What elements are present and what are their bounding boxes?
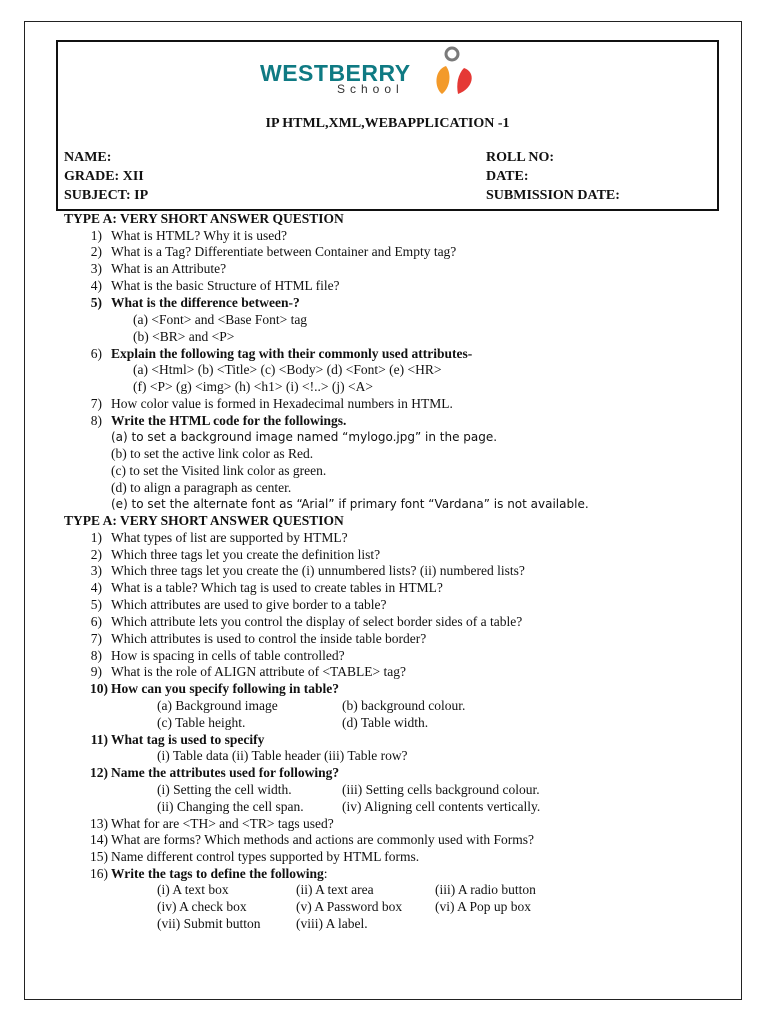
question-number: 16) xyxy=(90,866,108,881)
logo-subtitle: School xyxy=(337,82,404,96)
date-field: DATE: xyxy=(486,169,529,184)
sub-question: (i) Setting the cell width. xyxy=(157,782,292,797)
sub-question: (d) Table width. xyxy=(342,715,429,730)
question-text xyxy=(111,865,328,882)
sub-question: (a) Background image xyxy=(157,698,278,713)
sub-question: (iii) Setting cells background colour. xyxy=(342,782,540,797)
question-text: How is spacing in cells of table controlled? xyxy=(111,648,345,663)
document-title: IP HTML,XML,WEBAPPLICATION -1 xyxy=(265,116,510,131)
question-text: What tag is used to specify xyxy=(111,732,265,747)
question-number: 11) xyxy=(90,732,108,747)
question-number: 14) xyxy=(90,832,108,847)
section-heading: TYPE A: VERY SHORT ANSWER QUESTION xyxy=(64,211,344,226)
question-number: 1) xyxy=(90,530,102,545)
question-text: How can you specify following in table? xyxy=(111,681,340,696)
sub-question: (b) to set the active link color as Red. xyxy=(111,446,314,461)
sub-question: (f) <P> (g) <img> (h) <h1> (i) <!..> (j) <A> xyxy=(133,379,373,394)
question-number: 15) xyxy=(90,849,108,864)
sub-question: (a) <Html> (b) <Title> (c) <Body> (d) <Font> (e) <HR> xyxy=(133,362,442,377)
question-text: What is HTML? Why it is used? xyxy=(111,228,287,243)
question-text: What is the difference between-? xyxy=(111,295,300,310)
sub-question: (iii) A radio button xyxy=(435,882,536,897)
question-number: 3) xyxy=(90,563,102,578)
question-text: Which three tags let you create the (i) unnumbered lists? (ii) numbered lists? xyxy=(111,563,525,578)
question-text: Which attributes are used to give border to a table? xyxy=(111,597,387,612)
question-text: Name the attributes used for following? xyxy=(111,765,340,780)
subject-field: SUBJECT: IP xyxy=(64,188,149,203)
sub-question: (ii) Changing the cell span. xyxy=(157,799,304,814)
question-number: 4) xyxy=(90,278,102,293)
sub-question: (d) to align a paragraph as center. xyxy=(111,480,292,495)
roll-no-field: ROLL NO: xyxy=(486,150,555,165)
question-colon: : xyxy=(323,866,328,881)
question-number: 4) xyxy=(90,580,102,595)
question-number: 8) xyxy=(90,648,102,663)
question-number: 5) xyxy=(90,597,102,612)
sub-question: (a) to set a background image named “mylogo.jpg” in the page. xyxy=(111,430,498,444)
sub-question: (iv) Aligning cell contents vertically. xyxy=(342,799,541,814)
question-text: What is the role of ALIGN attribute of <TABLE> tag? xyxy=(111,664,406,679)
question-number: 2) xyxy=(90,547,102,562)
sub-question: (vii) Submit button xyxy=(157,916,261,931)
sub-question: (v) A Password box xyxy=(296,899,403,914)
school-logo xyxy=(256,44,496,100)
question-text: What is an Attribute? xyxy=(111,261,227,276)
question-text: What for are <TH> and <TR> tags used? xyxy=(111,816,334,831)
question-number: 13) xyxy=(90,816,108,831)
sub-question: (e) to set the alternate font as “Arial” if primary font “Vardana” is not available. xyxy=(111,497,589,511)
question-text: Explain the following tag with their commonly used attributes- xyxy=(111,346,473,361)
sub-question: (c) Table height. xyxy=(157,715,246,730)
question-text: What is a Tag? Differentiate between Container and Empty tag? xyxy=(111,244,457,259)
question-text: Which three tags let you create the definition list? xyxy=(111,547,381,562)
sub-question: (c) to set the Visited link color as green. xyxy=(111,463,327,478)
question-number: 6) xyxy=(90,614,102,629)
logo-name: WESTBERRY xyxy=(260,60,411,86)
sub-question: (vi) A Pop up box xyxy=(435,899,532,914)
question-text: Which attributes is used to control the inside table border? xyxy=(111,631,427,646)
question-number: 1) xyxy=(90,228,102,243)
question-number: 12) xyxy=(90,765,108,780)
sub-question: (i) A text box xyxy=(157,882,229,897)
grade-field: GRADE: XII xyxy=(64,169,144,184)
question-number: 7) xyxy=(90,396,102,411)
sub-question: (viii) A label. xyxy=(296,916,368,931)
sub-question: (iv) A check box xyxy=(157,899,247,914)
sub-question: (ii) A text area xyxy=(296,882,374,897)
question-text: What types of list are supported by HTML? xyxy=(111,530,348,545)
question-text: How color value is formed in Hexadecimal numbers in HTML. xyxy=(111,396,453,411)
sub-question: (b) background colour. xyxy=(342,698,466,713)
question-number: 7) xyxy=(90,631,102,646)
question-text: Which attribute lets you control the display of select border sides of a table? xyxy=(111,614,523,629)
question-number: 9) xyxy=(90,664,102,679)
question-text: What is a table? Which tag is used to create tables in HTML? xyxy=(111,580,443,595)
question-number: 3) xyxy=(90,261,102,276)
question-text: What are forms? Which methods and actions are commonly used with Forms? xyxy=(111,832,535,847)
question-number: 10) xyxy=(90,681,108,696)
sub-question: (i) Table data (ii) Table header (iii) Table row? xyxy=(157,748,408,763)
sub-question: (b) <BR> and <P> xyxy=(133,329,235,344)
berry-leaf-icon xyxy=(428,44,484,100)
name-field: NAME: xyxy=(64,150,112,165)
question-text-bold: Write the tags to define the following xyxy=(111,866,324,881)
question-number: 5) xyxy=(90,295,102,310)
question-number: 6) xyxy=(90,346,102,361)
question-text: What is the basic Structure of HTML file? xyxy=(111,278,340,293)
section-heading: TYPE A: VERY SHORT ANSWER QUESTION xyxy=(64,513,344,528)
question-text: Write the HTML code for the followings. xyxy=(111,413,347,428)
submission-date-field: SUBMISSION DATE: xyxy=(486,188,620,203)
question-number: 8) xyxy=(90,413,102,428)
question-text: Name different control types supported by HTML forms. xyxy=(111,849,420,864)
question-number: 2) xyxy=(90,244,102,259)
sub-question: (a) <Font> and <Base Font> tag xyxy=(133,312,308,327)
